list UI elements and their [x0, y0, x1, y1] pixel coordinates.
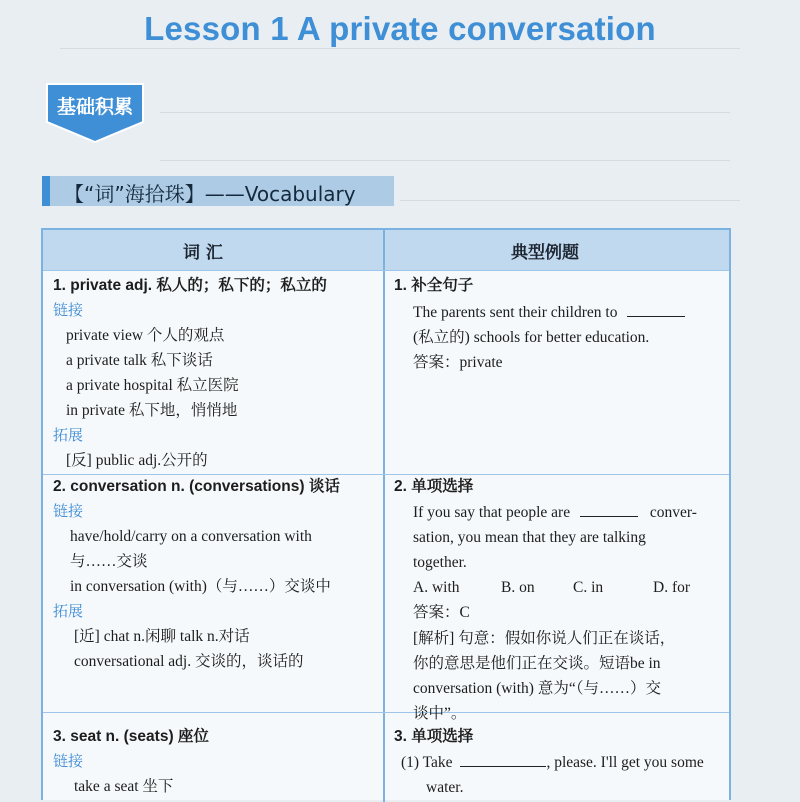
word-conversation-heading: 2. conversation n. (conversations) 谈话 — [53, 478, 340, 495]
answer: 答案：C — [413, 604, 470, 621]
explanation: 你的意思是他们正在交谈。短语be in — [413, 655, 661, 672]
vocab-table — [41, 228, 731, 800]
option-d: D. for — [653, 579, 691, 596]
answer-blank — [627, 302, 685, 317]
antonym: [反] public adj.公开的 — [66, 452, 208, 469]
link-label: 链接 — [53, 301, 84, 319]
phrase: private view 个人的观点 — [66, 327, 225, 344]
column-divider — [383, 230, 385, 802]
vocabulary-header-bar — [42, 176, 394, 206]
question-text-part: conver- — [649, 504, 697, 521]
link-label: 链接 — [53, 752, 84, 770]
answer-blank — [460, 752, 546, 767]
question-text-part: (1) Take — [401, 754, 453, 771]
explanation: conversation (with) 意为“（与……）交 — [413, 680, 661, 697]
phrase: 与……交谈 — [70, 553, 148, 570]
option-c: C. in — [573, 579, 604, 596]
question-text: sation, you mean that they are talking — [413, 529, 646, 546]
column-header-examples: 典型例题 — [511, 243, 579, 263]
explanation: [解析] 句意：假如你说人们正在谈话， — [413, 630, 676, 647]
vocabulary-header: 【“词”海拾珠】——Vocabulary — [64, 182, 356, 206]
row-divider — [43, 712, 729, 713]
question-2-heading: 2. 单项选择 — [394, 478, 474, 495]
option-a: A. with — [413, 579, 460, 596]
answer: 答案：private — [413, 354, 503, 371]
question-text — [413, 500, 697, 525]
word-seat-heading: 3. seat n. (seats) 座位 — [53, 728, 209, 745]
phrase: in conversation (with)（与……）交谈中 — [70, 578, 331, 595]
phrase: a private hospital 私立医院 — [66, 377, 239, 394]
table-header — [43, 230, 729, 270]
section-badge-label: 基础积累 — [56, 96, 133, 118]
link-label: 链接 — [53, 502, 84, 520]
question-text — [401, 750, 704, 775]
bar-marker — [42, 176, 50, 206]
phrase: take a seat 坐下 — [74, 778, 174, 795]
word-private-heading: 1. private adj. 私人的；私下的；私立的 — [53, 277, 327, 294]
lesson-title: Lesson 1 A private conversation — [144, 10, 656, 47]
row-divider — [43, 270, 729, 271]
question-text: water. — [426, 779, 464, 796]
option-b: B. on — [501, 579, 535, 596]
synonym: [近] chat n.闲聊 talk n.对话 — [74, 628, 250, 645]
question-text — [413, 300, 685, 325]
section-badge — [41, 82, 149, 144]
explanation: 谈中”。 — [413, 705, 467, 722]
answer-blank — [580, 502, 638, 517]
extension-label: 拓展 — [53, 426, 84, 444]
column-header-vocab: 词 汇 — [183, 243, 223, 263]
phrase: a private talk 私下谈话 — [66, 352, 213, 369]
question-1-heading: 1. 补全句子 — [394, 277, 474, 294]
phrase: have/hold/carry on a conversation with — [70, 528, 312, 545]
phrase: in private 私下地，悄悄地 — [66, 402, 238, 419]
derivative: conversational adj. 交谈的，谈话的 — [74, 653, 304, 670]
extension-label: 拓展 — [53, 602, 84, 620]
question-3-heading: 3. 单项选择 — [394, 728, 474, 745]
question-text-part: , please. I'll get you some — [546, 754, 704, 771]
question-text-part: The parents sent their children to — [413, 304, 618, 321]
question-text: together. — [413, 554, 467, 571]
question-text: (私立的) schools for better education. — [413, 329, 650, 346]
question-text-part: If you say that people are — [413, 504, 571, 521]
